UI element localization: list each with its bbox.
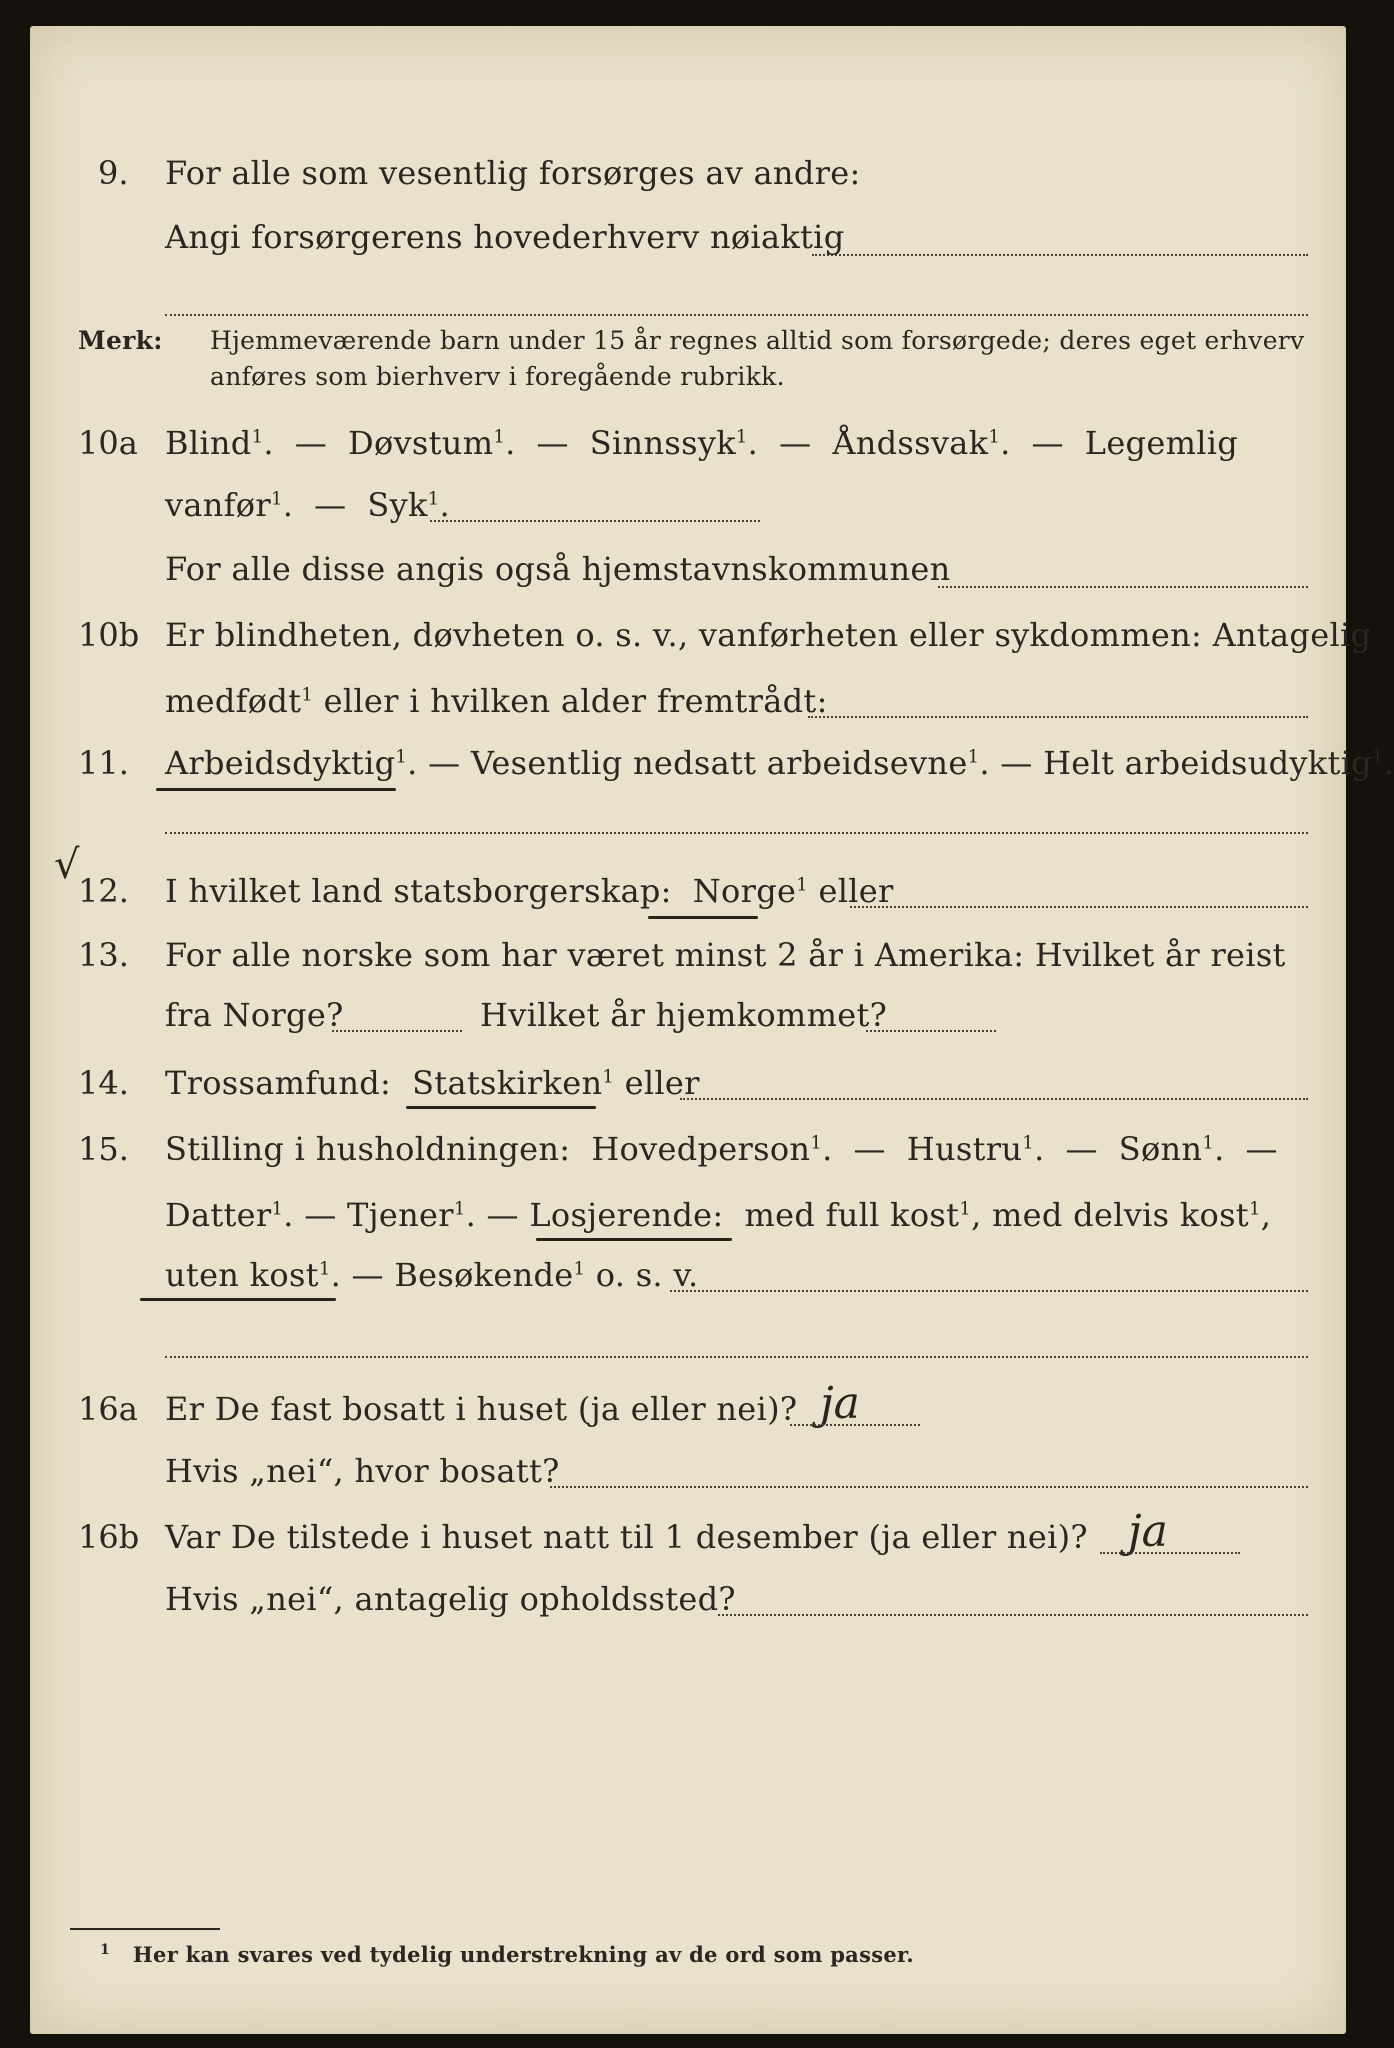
item-13-return-year-line[interactable] (866, 1030, 996, 1032)
item-12-selected-underline (648, 916, 758, 919)
item-13-departure-year-line[interactable] (332, 1030, 462, 1032)
item-15-number: 15. (78, 1130, 129, 1168)
item-14-selected-underline (406, 1106, 596, 1109)
item-15-selected-underline-1 (536, 1238, 732, 1241)
item-10b-number: 10b (78, 616, 140, 654)
item-16b-followup-line[interactable] (718, 1614, 1308, 1616)
item-16a-answer-line[interactable] (790, 1424, 920, 1426)
item-16b-handwritten-answer[interactable]: ja (1128, 1506, 1168, 1557)
item-13-question-return: Hvilket år hjemkommet? (480, 996, 888, 1034)
footnote-divider (70, 1928, 220, 1930)
census-form-page (30, 26, 1394, 2034)
item-14-answer-line[interactable] (680, 1098, 1308, 1100)
item-10a-options-line-1: Blind$^1$. — Døvstum$^1$. — Sinnssyk$^1$. — Åndssvak$^1$. — Legemlig (165, 424, 1239, 462)
item-15-answer-line-2[interactable] (165, 1356, 1308, 1358)
item-10b-question-line-1: Er blindheten, døvheten o. s. v., vanførheten eller sykdommen: Antagelig (165, 616, 1372, 654)
item-16b-number: 16b (78, 1518, 140, 1556)
item-16a-question: Er De fast bosatt i huset (ja eller nei)? (165, 1390, 798, 1428)
footnote-text: $^1$ Her kan svares ved tydelig understrekning av de ord som passer. (100, 1942, 915, 1967)
item-9-instruction: Angi forsørgerens hovederhverv nøiaktig (165, 218, 845, 256)
item-12-answer-line[interactable] (850, 906, 1308, 908)
item-10a-options-line-2: vanfør$^1$. — Syk$^1$. (165, 486, 450, 524)
note-label: Merk: (78, 326, 163, 355)
item-9-answer-line-2[interactable] (165, 314, 1308, 316)
item-13-number: 13. (78, 936, 129, 974)
item-15-options-line-1: Stilling i husholdningen: Hovedperson$^1$. — Hustru$^1$. — Sønn$^1$. — (165, 1130, 1278, 1168)
item-12-question: I hvilket land statsborgerskap: Norge$^1$ eller (165, 872, 894, 910)
item-13-question-departure: fra Norge? (165, 996, 344, 1034)
item-11-options: Arbeidsdyktig$^1$. — Vesentlig nedsatt arbeidsevne$^1$. — Helt arbeidsudyktig$^1$. (165, 744, 1394, 782)
item-16b-answer-line[interactable] (1100, 1552, 1240, 1554)
item-16a-followup: Hvis „nei“, hvor bosatt? (165, 1452, 560, 1490)
item-10a-answer-line[interactable] (430, 520, 760, 522)
item-10a-home-municipality-line[interactable] (938, 586, 1308, 588)
item-11-answer-line[interactable] (165, 832, 1308, 834)
item-11-selected-underline (156, 788, 396, 791)
item-10b-question-line-2: medfødt$^1$ eller i hvilken alder fremtrådt: (165, 682, 828, 720)
item-15-answer-line[interactable] (670, 1290, 1308, 1292)
note-text-line-1: Hjemmeværende barn under 15 år regnes alltid som forsørgede; deres eget erhverv (210, 326, 1305, 355)
item-12-number: 12. (78, 872, 129, 910)
item-16a-handwritten-answer[interactable]: ja (820, 1378, 860, 1429)
item-10a-home-municipality: For alle disse angis også hjemstavnskommunen (165, 550, 951, 588)
item-10b-answer-line[interactable] (808, 716, 1308, 718)
item-9-number: 9. (98, 154, 129, 192)
item-16a-followup-line[interactable] (550, 1486, 1308, 1488)
item-10a-number: 10a (78, 424, 138, 462)
item-13-question-line-1: For alle norske som har været minst 2 år i Amerika: Hvilket år reist (165, 936, 1286, 974)
note-text-line-2: anføres som bierhverv i foregående rubrikk. (210, 362, 785, 391)
item-16a-number: 16a (78, 1390, 138, 1428)
item-11-number: 11. (78, 744, 129, 782)
item-14-number: 14. (78, 1064, 129, 1102)
item-9-question: For alle som vesentlig forsørges av andre: (165, 154, 861, 192)
item-16b-question: Var De tilstede i huset natt til 1 desember (ja eller nei)? (165, 1518, 1088, 1556)
checkmark-icon: √ (54, 842, 80, 888)
item-15-options-line-2: Datter$^1$. — Tjener$^1$. — Losjerende: med full kost$^1$, med delvis kost$^1$, (165, 1196, 1272, 1234)
item-9-answer-line[interactable] (812, 254, 1308, 256)
item-15-options-line-3: uten kost$^1$. — Besøkende$^1$ o. s. v. (165, 1256, 699, 1294)
item-14-question: Trossamfund: Statskirken$^1$ eller (165, 1064, 700, 1102)
item-16b-followup: Hvis „nei“, antagelig opholdssted? (165, 1580, 736, 1618)
item-15-selected-underline-2 (140, 1298, 336, 1301)
